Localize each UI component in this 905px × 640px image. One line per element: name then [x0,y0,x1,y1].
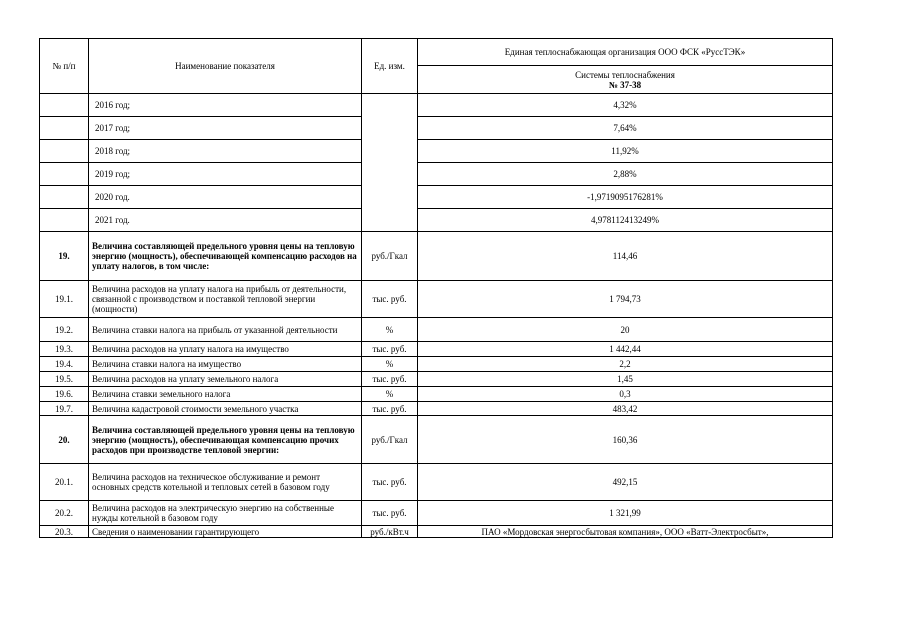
header-systems-label: Системы теплоснабжения [575,69,675,80]
row-num: 19.6. [40,387,89,402]
row-num: 20.2. [40,501,89,526]
year-value-cell: -1,9719095176281% [418,186,833,209]
row-name: Величина ставки налога на прибыль от указанной деятельности [89,318,362,342]
indicator-row [40,372,833,387]
year-row [40,117,833,140]
year-value-cell: 2,88% [418,163,833,186]
row-value: ПАО «Мордовская энергосбытовая компания», ООО «Ватт-Электросбыт», [418,526,833,538]
row-num: 19.3. [40,342,89,357]
year-row [40,140,833,163]
row-name: Величина составляющей предельного уровня цены на тепловую энергию (мощность), обеспечивающая компенсацию прочих расходов при производстве тепловой энергии: [89,416,362,464]
row-name: Величина составляющей предельного уровня цены на тепловую энергию (мощность), обеспечивающей компенсацию расходов на уплату налогов, в том числе: [89,232,362,281]
row-unit: тыс. руб. [362,501,418,526]
year-name-cell: 2021 год. [89,209,362,232]
header-col-name: Наименование показателя [89,39,362,94]
year-unit-cell [362,94,418,232]
row-num: 19.4. [40,357,89,372]
year-row [40,94,833,117]
year-value-cell: 4,32% [418,94,833,117]
year-name-cell: 2016 год; [89,94,362,117]
indicator-row [40,357,833,372]
row-name: Величина ставки налога на имущество [89,357,362,372]
row-unit: руб./Гкал [362,416,418,464]
row-value: 114,46 [418,232,833,281]
row-name: Величина расходов на техническое обслуживание и ремонт основных средств котельной и тепловых сетей в базовом году [89,464,362,501]
header-col-unit: Ед. изм. [362,39,418,94]
indicator-row [40,342,833,357]
year-num-cell [40,140,89,163]
year-name-cell: 2019 год; [89,163,362,186]
indicator-row [40,416,833,464]
row-unit: тыс. руб. [362,342,418,357]
year-num-cell [40,94,89,117]
year-value-cell: 4,978112413249% [418,209,833,232]
row-name: Величина ставки земельного налога [89,387,362,402]
row-num: 19. [40,232,89,281]
row-num: 19.5. [40,372,89,387]
year-num-cell [40,117,89,140]
row-name: Величина расходов на уплату земельного налога [89,372,362,387]
row-value: 2,2 [418,357,833,372]
row-unit: тыс. руб. [362,372,418,387]
indicator-row [40,464,833,501]
row-unit: руб./Гкал [362,232,418,281]
row-value: 20 [418,318,833,342]
year-name-cell: 2017 год; [89,117,362,140]
row-unit: руб./кВт.ч [362,526,418,538]
row-value: 483,42 [418,402,833,416]
year-num-cell [40,163,89,186]
row-num: 19.2. [40,318,89,342]
row-unit: тыс. руб. [362,281,418,318]
indicator-row [40,232,833,281]
indicator-row [40,387,833,402]
year-num-cell [40,186,89,209]
row-unit: % [362,318,418,342]
header-org: Единая теплоснабжающая организация ООО ФСК «РуссТЭК» [418,39,833,66]
header-systems [418,66,833,94]
row-name: Сведения о наименовании гарантирующего [89,526,362,538]
year-num-cell [40,209,89,232]
row-num: 19.7. [40,402,89,416]
indicator-row [40,501,833,526]
row-unit: тыс. руб. [362,464,418,501]
year-row [40,209,833,232]
indicator-row [40,402,833,416]
row-value: 1,45 [418,372,833,387]
row-unit: % [362,357,418,372]
row-unit: тыс. руб. [362,402,418,416]
row-num: 19.1. [40,281,89,318]
year-row [40,163,833,186]
row-name: Величина расходов на уплату налога на имущество [89,342,362,357]
row-value: 1 794,73 [418,281,833,318]
row-num: 20. [40,416,89,464]
header-systems-number: № 37-38 [608,79,642,90]
row-value: 160,36 [418,416,833,464]
year-name-cell: 2020 год. [89,186,362,209]
indicator-row [40,318,833,342]
indicators-table [39,38,833,538]
year-row [40,186,833,209]
year-value-cell: 11,92% [418,140,833,163]
row-value: 0,3 [418,387,833,402]
row-unit: % [362,387,418,402]
indicator-row [40,526,833,538]
row-name: Величина расходов на электрическую энергию на собственные нужды котельной в базовом году [89,501,362,526]
row-value: 1 442,44 [418,342,833,357]
row-value: 1 321,99 [418,501,833,526]
year-value-cell: 7,64% [418,117,833,140]
row-name: Величина расходов на уплату налога на прибыль от деятельности, связанной с производством и поставкой тепловой энергии (мощности) [89,281,362,318]
header-col-num: № п/п [40,39,89,94]
header-row [40,39,833,66]
indicator-row [40,281,833,318]
row-name: Величина кадастровой стоимости земельного участка [89,402,362,416]
row-num: 20.1. [40,464,89,501]
row-value: 492,15 [418,464,833,501]
year-name-cell: 2018 год; [89,140,362,163]
row-num: 20.3. [40,526,89,538]
